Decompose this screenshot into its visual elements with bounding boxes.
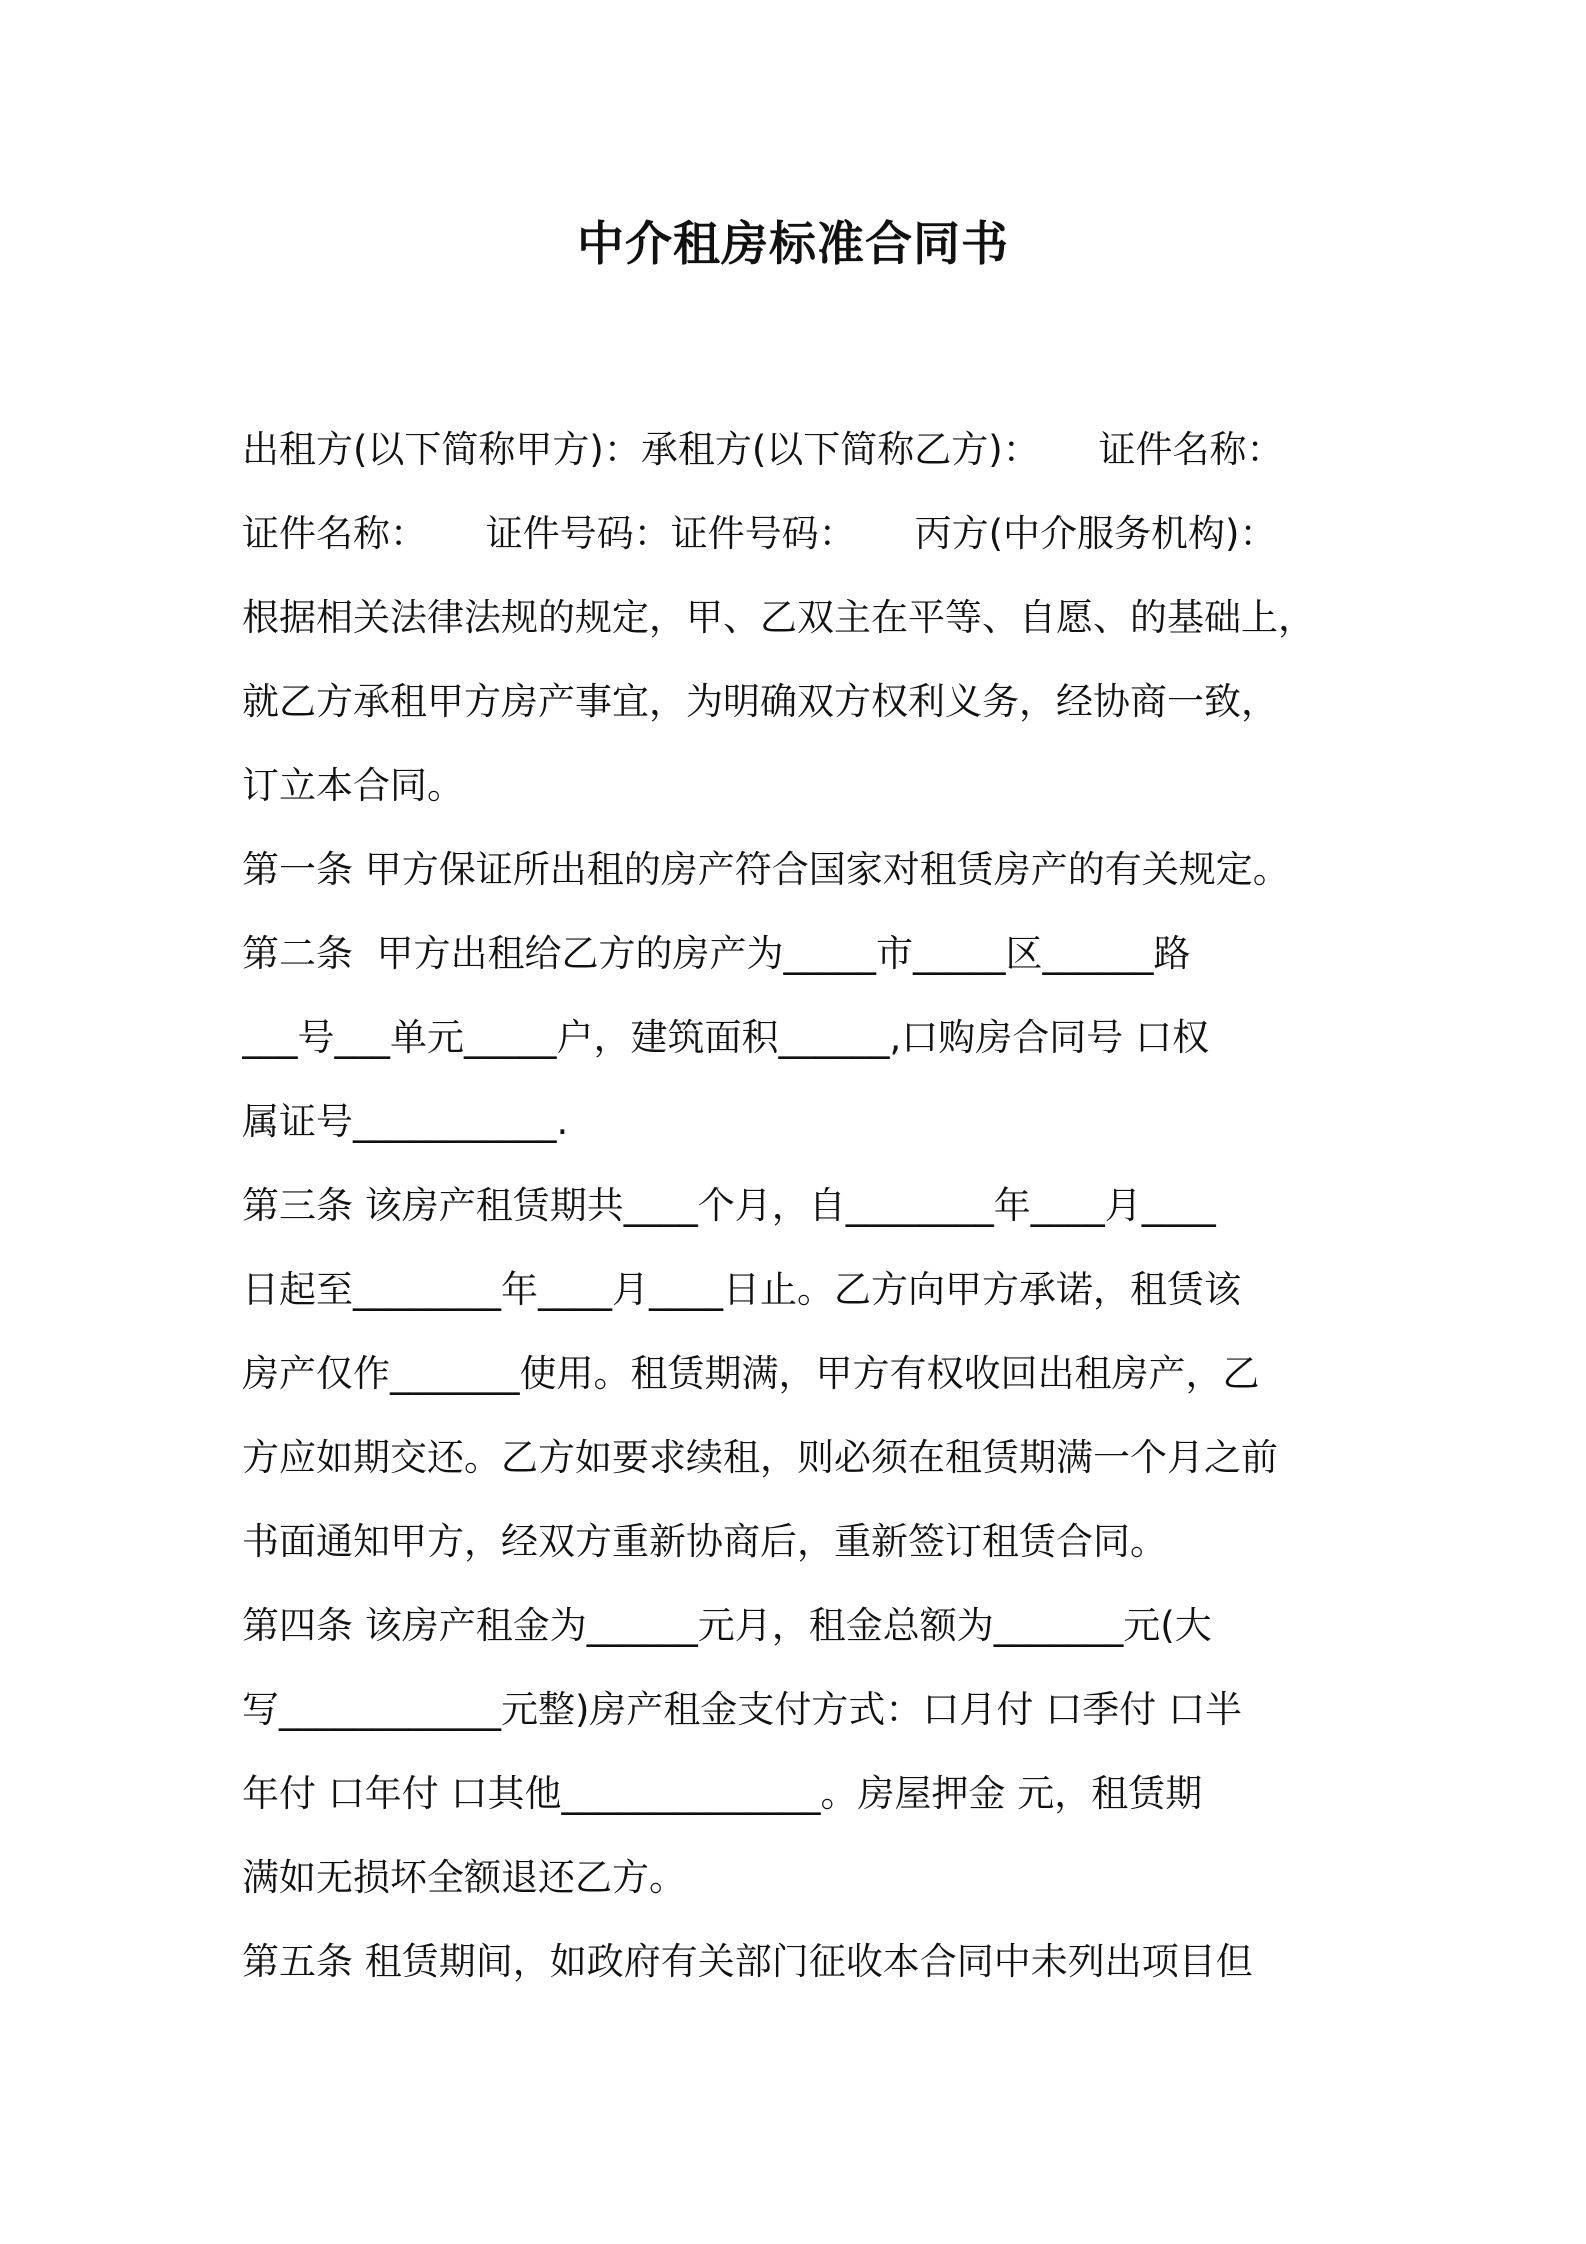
body-line: 就乙方承租甲方房产事宜，为明确双方权利义务，经协商一致， [242,680,1278,723]
clause-5: 第五条 租赁期间，如政府有关部门征收本合同中未列出项目但 [242,1940,1253,1983]
body-line: 满如无损坏全额退还乙方。 [242,1856,686,1899]
body-line: 出租方(以下简称甲方)：承租方(以下简称乙方)： 证件名称： [242,428,1284,471]
clause-4: 第四条 该房产租金为______元月，租金总额为_______元(大 [242,1604,1212,1647]
clause-2: 第二条 甲方出租给乙方的房产为_____市_____区______路 [242,932,1191,975]
body-line: 书面通知甲方，经双方重新协商后，重新签订租赁合同。 [242,1520,1167,1563]
body-line: 订立本合同。 [242,764,464,807]
body-line: 方应如期交还。乙方如要求续租，则必须在租赁期满一个月之前 [242,1436,1278,1479]
body-line: 证件名称： 证件号码：证件号码： 丙方(中介服务机构)： [242,512,1277,555]
clause-3: 第三条 该房产租赁期共____个月，自________年____月____ [242,1184,1216,1227]
body-line: 属证号___________. [242,1100,569,1143]
body-line: 根据相关法律法规的规定，甲、乙双主在平等、自愿、的基础上， [242,596,1315,639]
body-line: 年付 口年付 口其他______________。房屋押金 元，租赁期 [242,1772,1203,1815]
body-line: ___号___单元_____户，建筑面积______,口购房合同号 口权 [242,1016,1210,1059]
body-line: 房产仅作_______使用。租赁期满，甲方有权收回出租房产，乙 [242,1352,1260,1395]
document-title: 中介租房标准合同书 [577,217,1009,272]
document-body [242,408,1362,2004]
body-line: 日起至________年____月____日止。乙方向甲方承诺，租赁该 [242,1268,1241,1311]
clause-1: 第一条 甲方保证所出租的房产符合国家对租赁房产的有关规定。 [242,848,1290,891]
body-line: 写____________元整)房产租金支付方式：口月付 口季付 口半 [242,1688,1242,1731]
